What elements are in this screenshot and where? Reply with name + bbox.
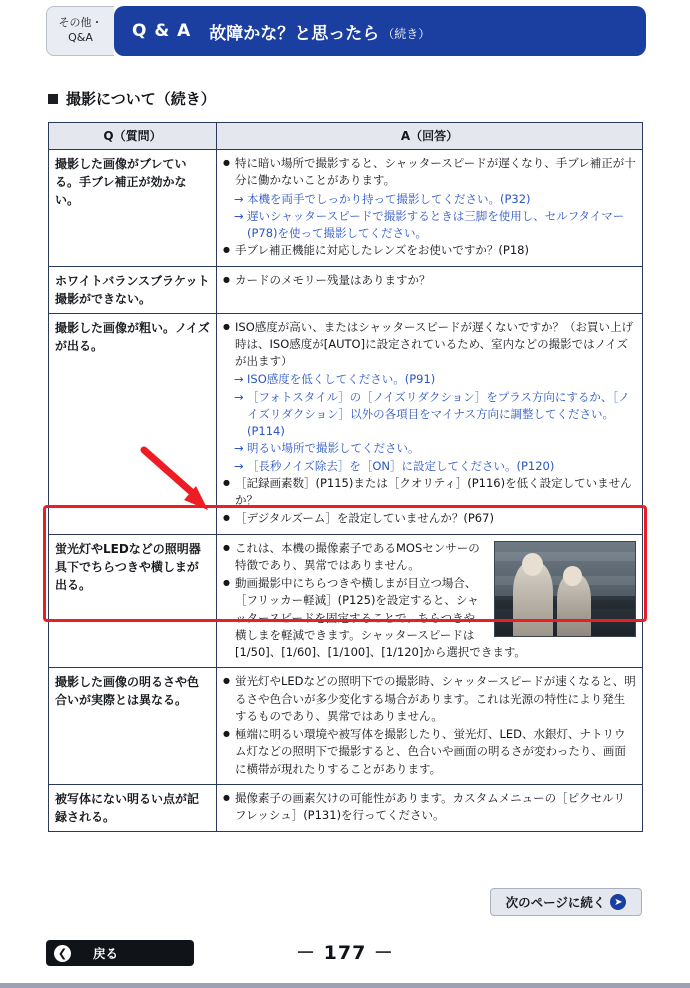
answer-line: ● 特に暗い場所で撮影すると、シャッタースピードが遅くなり、手ブレ補正が十分に働かないことがあります。 xyxy=(223,155,636,190)
answer-cell xyxy=(217,668,643,785)
chapter-tab[interactable] xyxy=(46,6,114,56)
question-cell: 撮影した画像の明るさや色合いが実際とは異なる。 xyxy=(49,668,217,785)
chapter-tab-line2: Q&A xyxy=(68,31,93,44)
section-title-text: 撮影について（続き） xyxy=(66,90,216,108)
answer-line: ● これは、本機の撮像素子であるMOSセンサーの特徴であり、異常ではありません。 xyxy=(223,540,636,575)
answer-line: ● ［デジタルズーム］を設定していませんか？(P67) xyxy=(223,510,636,527)
question-cell: 蛍光灯やLEDなどの照明器具下でちらつきや横しまが出る。 xyxy=(49,534,217,668)
answer-line: → 本機を両手でしっかり持って撮影してください。(P32) xyxy=(223,191,636,208)
question-cell: 撮影した画像がブレている。手ブレ補正が効かない。 xyxy=(49,150,217,267)
answer-cell xyxy=(217,266,643,313)
header-qa-label: Q & A xyxy=(132,21,192,41)
answer-line: ● 蛍光灯やLEDなどの照明下での撮影時、シャッタースピードが速くなると、明るさや色合いが多少変化する場合があります。これは光源の特性により発生するものであり、異常ではありません。 xyxy=(223,673,636,725)
answer-line: ● ISO感度が高い、またはシャッタースピードが遅くないですか？（お買い上げ時は、ISO感度が[AUTO]に設定されているため、室内などの撮影ではノイズが出ます） xyxy=(223,319,636,371)
column-header-question: Q（質問） xyxy=(49,123,217,150)
page-number: － 177 － xyxy=(296,942,394,964)
answer-line: ● ［記録画素数］(P115)または［クオリティ］(P116)を低く設定していませんか？ xyxy=(223,475,636,510)
question-cell: 被写体にない明るい点が記録される。 xyxy=(49,784,217,831)
answer-line: → ISO感度を低くしてください。(P91) xyxy=(223,371,636,388)
next-page-label: 次のページに続く xyxy=(505,895,606,910)
table-row xyxy=(49,150,643,267)
table-header-row xyxy=(49,123,643,150)
answer-line: → 明るい場所で撮影してください。 xyxy=(223,440,636,457)
header-title: 故障かな？と思ったら xyxy=(209,23,380,44)
answer-cell xyxy=(217,534,643,668)
header-subtitle: （続き） xyxy=(382,27,431,41)
arrow-right-circle-icon: ➤ xyxy=(610,894,626,910)
answer-line: ● 動画撮影中にちらつきや横しまが目立つ場合、［フリッカー軽減］(P125)を設定すると、シャッタースピードを固定することで、ちらつきや横しまを軽減できます。シャッタースピードは[1/50]、[1/60]、[1/100]、[1/120]から選択できます。 xyxy=(223,575,636,661)
table-row xyxy=(49,784,643,831)
back-button-label: 戻る xyxy=(93,946,119,961)
page-header xyxy=(46,6,646,56)
answer-cell xyxy=(217,784,643,831)
answer-line: → 遅いシャッタースピードで撮影するときは三脚を使用し、セルフタイマー(P78)を使って撮影してください。 xyxy=(223,208,636,243)
answer-line: ● 撮像素子の画素欠けの可能性があります。カスタムメニューの［ピクセルリフレッシュ］(P131)を行ってください。 xyxy=(223,790,636,825)
chapter-tab-line1: その他・ xyxy=(58,16,103,30)
answer-cell xyxy=(217,150,643,267)
answer-line: ● カードのメモリー残量はありますか？ xyxy=(223,272,636,289)
table-row xyxy=(49,668,643,785)
question-cell: 撮影した画像が粗い。ノイズが出る。 xyxy=(49,313,217,534)
column-header-answer: A（回答） xyxy=(217,123,643,150)
answer-line: → ［長秒ノイズ除去］を［ON］に設定してください。(P120) xyxy=(223,458,636,475)
answer-cell xyxy=(217,313,643,534)
answer-line: ● 手ブレ補正機能に対応したレンズをお使いですか？(P18) xyxy=(223,242,636,259)
square-bullet-icon xyxy=(48,94,58,104)
answer-line: → ［フォトスタイル］の［ノイズリダクション］をプラス方向にするか、［ノイズリダクション］以外の各項目をマイナス方向に調整してください。(P114) xyxy=(223,389,636,441)
header-title-bar xyxy=(114,6,646,56)
table-row-highlighted xyxy=(49,534,643,668)
bottom-rule xyxy=(0,983,690,988)
question-cell: ホワイトバランスブラケット撮影ができない。 xyxy=(49,266,217,313)
next-page-button[interactable] xyxy=(490,888,642,916)
table-row xyxy=(49,266,643,313)
red-annotation-arrow xyxy=(138,444,218,514)
section-title xyxy=(48,88,216,109)
arrow-left-circle-icon: ❮ xyxy=(54,945,71,962)
answer-line: ● 極端に明るい環境や被写体を撮影したり、蛍光灯、LED、水銀灯、ナトリウム灯などの照明下で撮影すると、色合いや画面の明るさが変わったり、画面に横帯が現れたりすることがあります。 xyxy=(223,726,636,778)
